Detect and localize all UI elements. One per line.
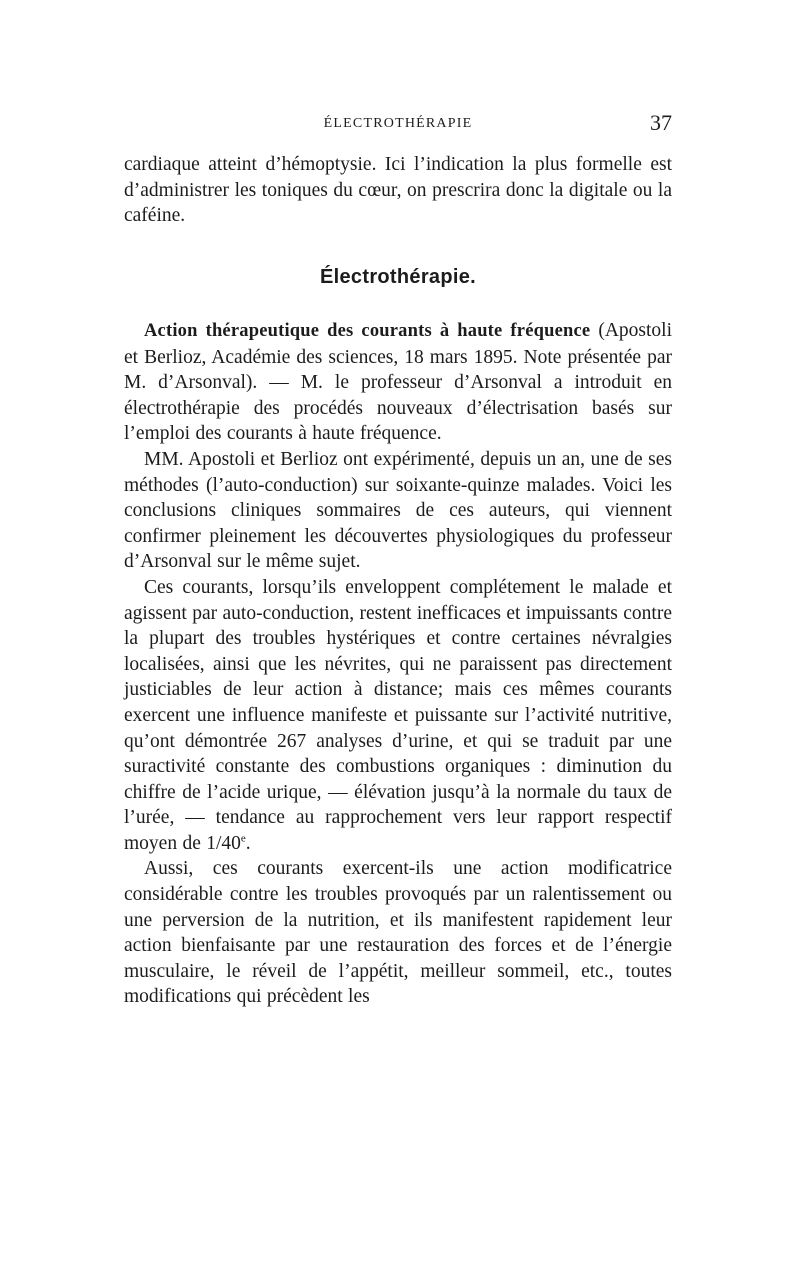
opening-text — [124, 152, 672, 229]
opening-paragraph: cardiaque atteint d’hémoptysie. Ici l’indication la plus formelle est d’administrer les toniques du cœur, on prescrira donc la digitale ou la caféine. — [124, 154, 672, 227]
paragraph-4: Aussi, ces courants exercent-ils une action modificatrice considérable contre les troubles provoqués par un ralentissement ou une perversion de la nutrition, et ils manifestent rapidement leur action bienfaisante par une restauration des forces et de l’énergie musculaire, le réveil de l’appétit, meilleur sommeil, etc., toutes modifications qui précèdent les — [124, 858, 672, 1008]
paragraph-3-end: . — [245, 832, 251, 854]
paragraph-3-text: Ces courants, lorsqu’ils enveloppent complétement le malade et agissent par auto-conduction, restent inefficaces et impuissants contre la plupart des troubles hystériques et contre certaines névralgies localisées, ainsi que les névrites, qui ne paraissent pas directement justiciables de leur action à distance; mais ces mêmes courants exercent une influence manifeste et puissante sur l’activité nutritive, qu’ont démontrée 267 analyses d’urine, et qui se traduit par une suractivité constante des combustions organiques : diminution du chiffre de l’acide urique, — élévation jusqu’à la normale du taux de l’urée, — tendance au rapprochement vers leur rapport respectif moyen de 1/40 — [124, 576, 672, 854]
article-body — [124, 318, 672, 1010]
page-number: 37 — [650, 110, 672, 135]
article-intro-paragraph — [124, 318, 672, 447]
running-head — [124, 110, 672, 140]
running-title: ÉLECTROTHÉRAPIE — [323, 116, 473, 131]
paragraph-2: MM. Apostoli et Berlioz ont expérimenté, depuis un an, une de ses méthodes (l’auto-conduction) sur soixante-quinze malades. Voici les conclusions cliniques sommaires de ces auteurs, qui viennent confirmer pleinement les découvertes physiologiques du professeur d’Arsonval sur le même sujet. — [124, 448, 672, 573]
article-heading: Action thérapeutique des courants à haute fréquence — [144, 321, 591, 341]
section-title: Électrothérapie. — [320, 266, 476, 288]
article-intro: (Apostoli et Berlioz, Académie des sciences, 18 mars 1895. Note présentée par M. d’Arsonval). — M. le professeur d’Arsonval a introduit en électrothérapie des procédés nouveaux d’électrisation basés sur l’emploi des courants à haute fréquence. — [124, 320, 673, 445]
paragraph-3 — [124, 575, 672, 857]
ordinal-superscript: e — [240, 832, 246, 845]
